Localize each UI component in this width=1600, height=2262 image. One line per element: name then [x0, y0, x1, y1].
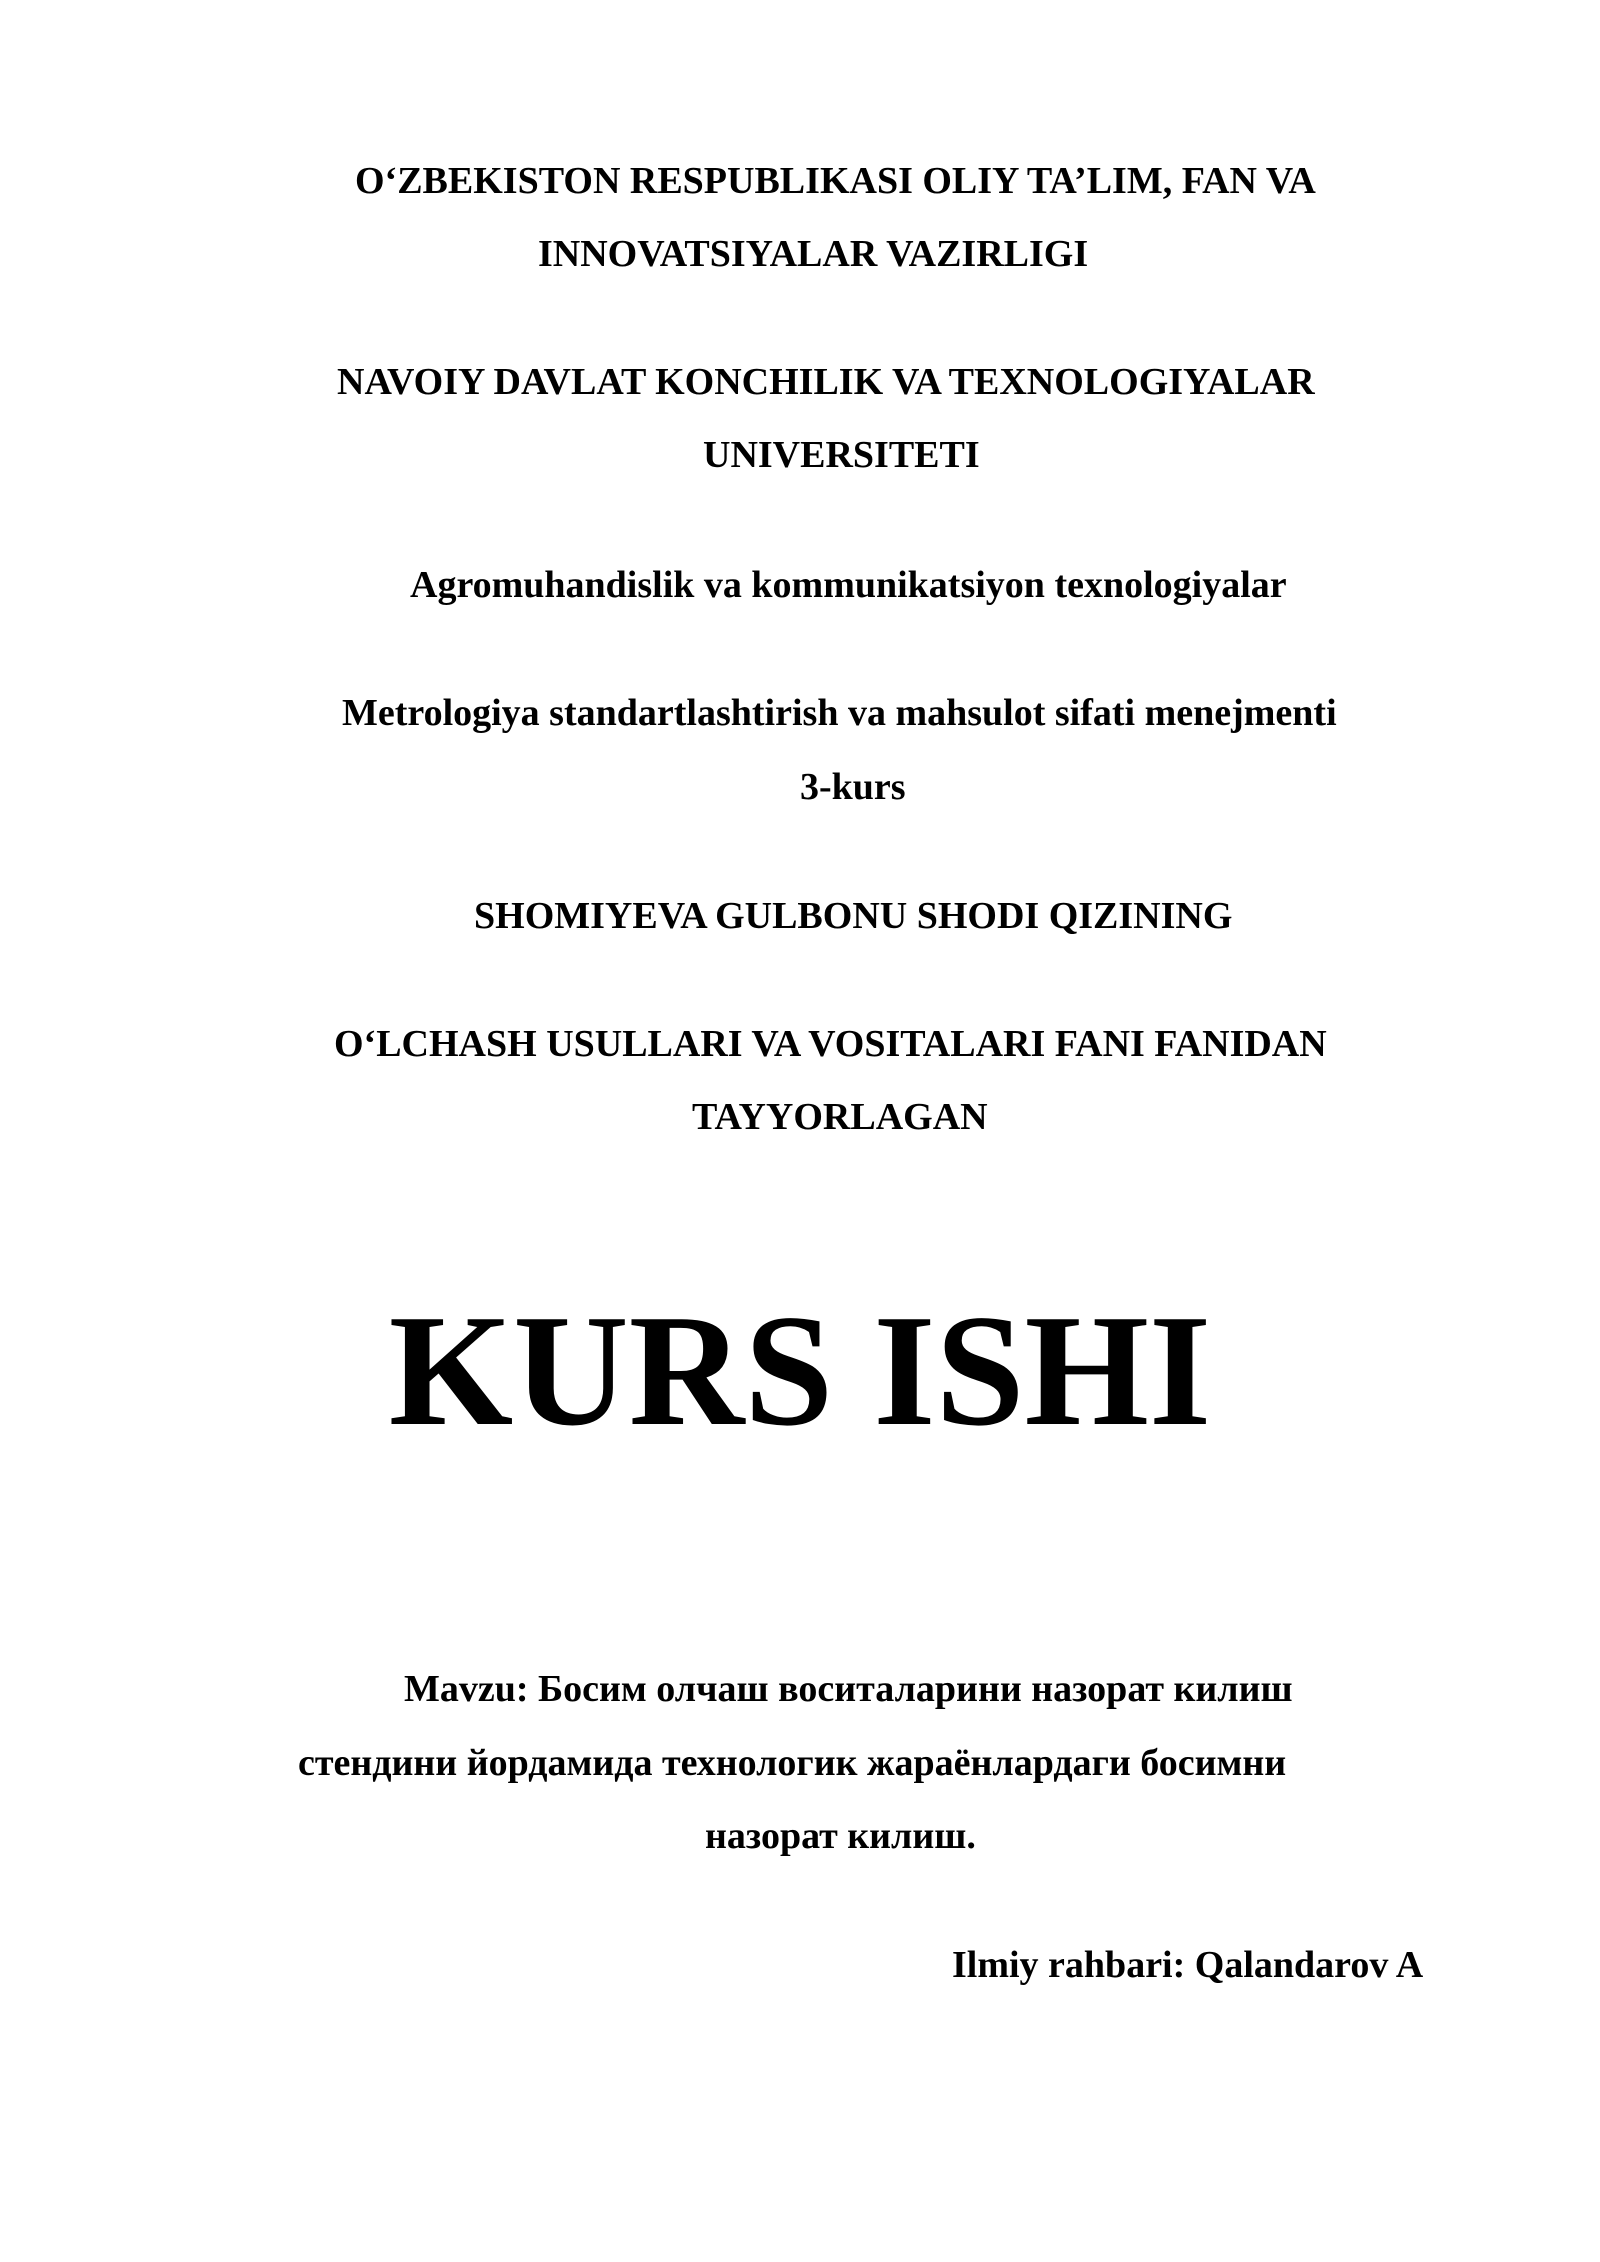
subject-line-2: TAYYORLAGAN	[692, 1096, 988, 1138]
faculty-name: Agromuhandislik va kommunikatsiyon texnologiyalar	[410, 564, 1287, 606]
topic-line-3: назорат килиш.	[705, 1815, 976, 1857]
university-line-1: NAVOIY DAVLAT KONCHILIK VA TEXNOLOGIYALAR	[337, 361, 1315, 403]
topic-line-2: стендини йордамида технологик жараёнлардаги босимни	[298, 1742, 1287, 1784]
ministry-line-2: INNOVATSIYALAR VAZIRLIGI	[538, 233, 1089, 275]
university-line-2: UNIVERSITETI	[703, 434, 980, 476]
course-year: 3-kurs	[800, 766, 906, 808]
supervisor-name: Ilmiy rahbari: Qalandarov A	[952, 1944, 1424, 1986]
topic-line-1: Mavzu: Босим олчаш воситаларини назорат килиш	[404, 1668, 1293, 1710]
student-name: SHOMIYEVA GULBONU SHODI QIZINING	[474, 895, 1233, 937]
page-title: KURS ISHI	[388, 1281, 1212, 1459]
department-name: Metrologiya standartlashtirish va mahsulot sifati menejmenti	[342, 692, 1337, 734]
subject-line-1: O‘LCHASH USULLARI VA VOSITALARI FANI FANIDAN	[334, 1023, 1327, 1065]
ministry-line-1: O‘ZBEKISTON RESPUBLIKASI OLIY TA’LIM, FAN VA	[355, 160, 1316, 202]
